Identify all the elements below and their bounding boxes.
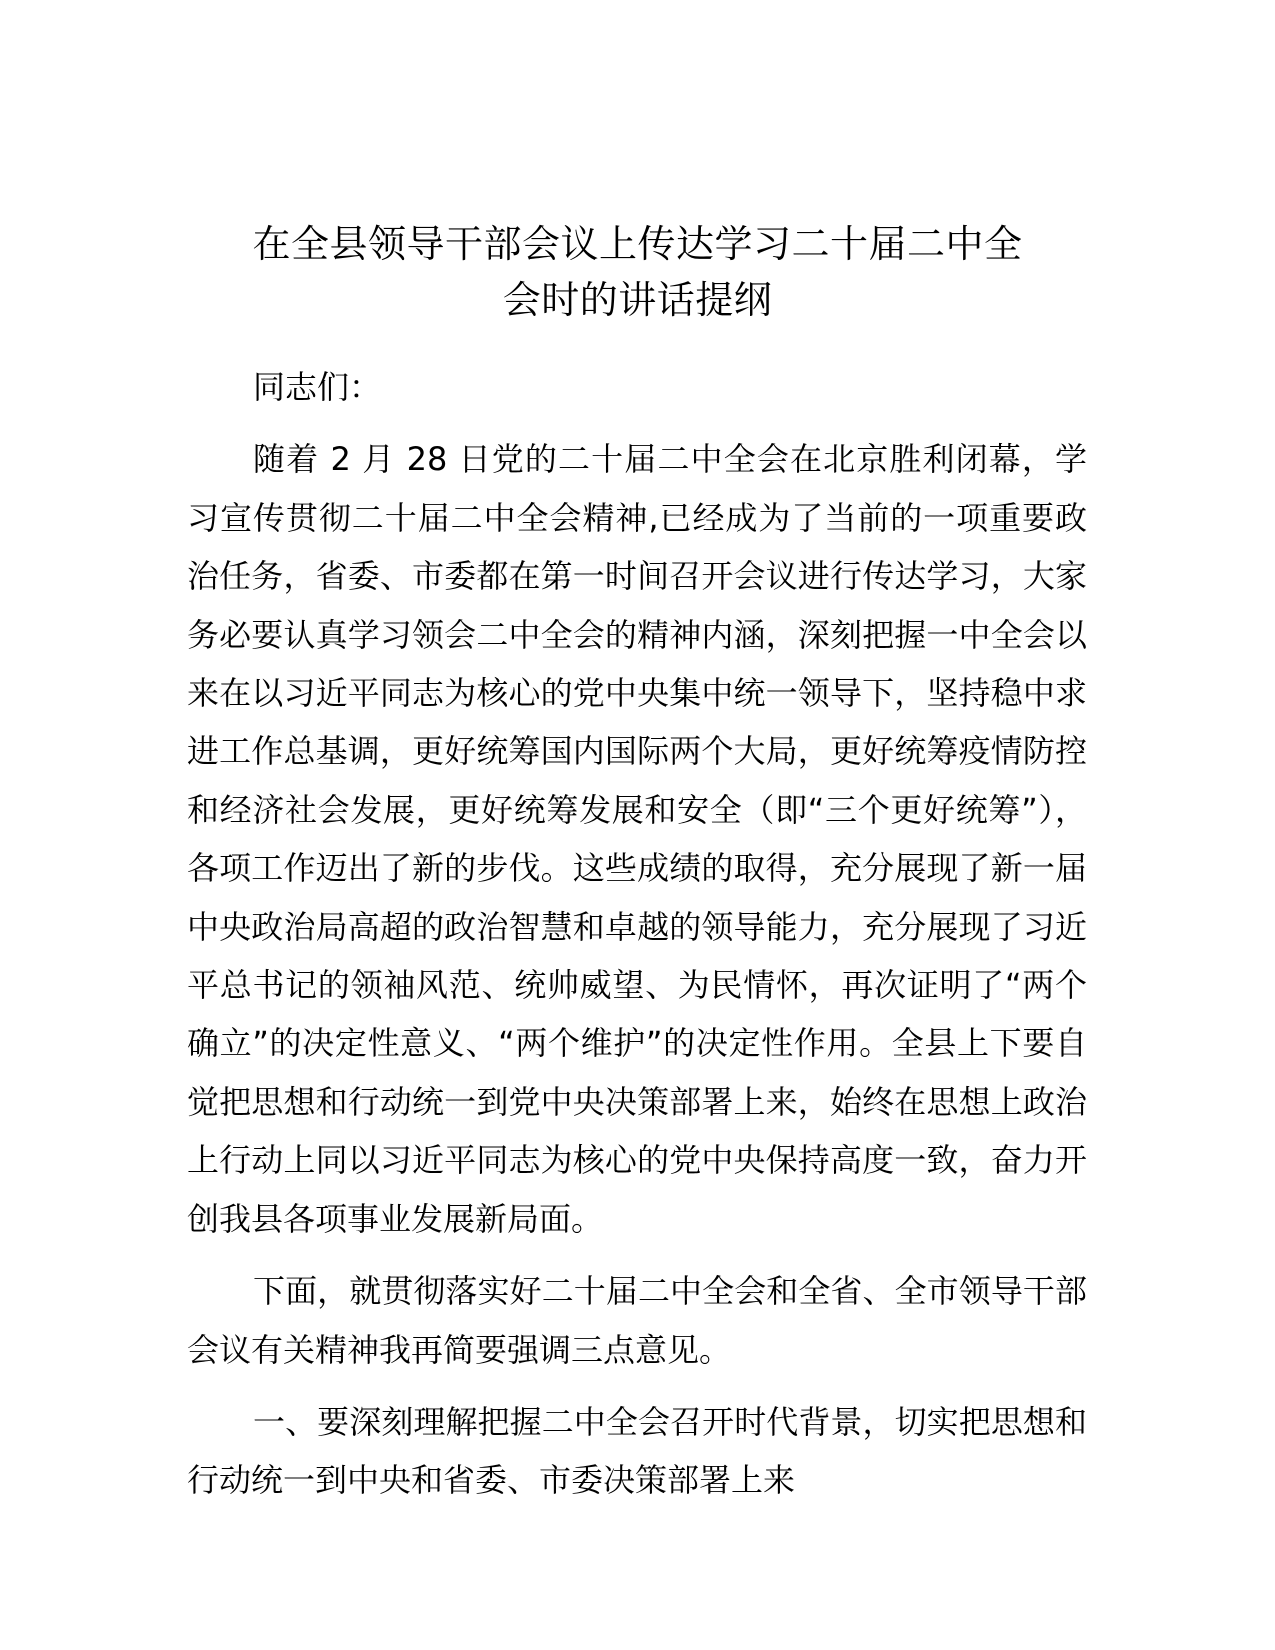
paragraph-transition: 下面，就贯彻落实好二十届二中全会和全省、全市领导干部会议有关精神我再简要强调三点意见。	[187, 1272, 1087, 1369]
greeting: 同志们：	[253, 368, 382, 406]
document-body	[187, 358, 1087, 1510]
title-line-2: 会时的讲话提纲	[502, 278, 773, 322]
paragraph-heading-one: 一、要深刻理解把握二中全会召开时代背景，切实把思想和行动统一到中央和省委、市委决策部署上来	[187, 1402, 1087, 1500]
document-title	[180, 216, 1095, 328]
title-line-1: 在全县领导干部会议上传达学习二十届二中全	[252, 222, 1023, 266]
paragraph-intro: 随着 2 月 28 日党的二十届二中全会在北京胜利闭幕，学习宣传贯彻二十届二中全会精神,已经成为了当前的一项重要政治任务，省委、市委都在第一时间召开会议进行传达学习，大家务必要认真学习领会二中全会的精神内涵，深刻把握一中全会以来在以习近平同志为核心的党中央集中统一领导下，坚持稳中求进工作总基调，更好统筹国内国际两个大局，更好统筹疫情防控和经济社会发展，更好统筹发展和安全（即“三个更好统筹”），各项工作迈出了新的步伐。这些成绩的取得，充分展现了新一届中央政治局高超的政治智慧和卓越的领导能力，充分展现了习近平总书记的领袖风范、统帅威望、为民情怀，再次证明了“两个确立”的决定性意义、“两个维护”的决定性作用。全县上下要自觉把思想和行动统一到党中央决策部署上来，始终在思想上政治上行动上同以习近平同志为核心的党中央保持高度一致，奋力开创我县各项事业发展新局面。	[187, 440, 1087, 1238]
